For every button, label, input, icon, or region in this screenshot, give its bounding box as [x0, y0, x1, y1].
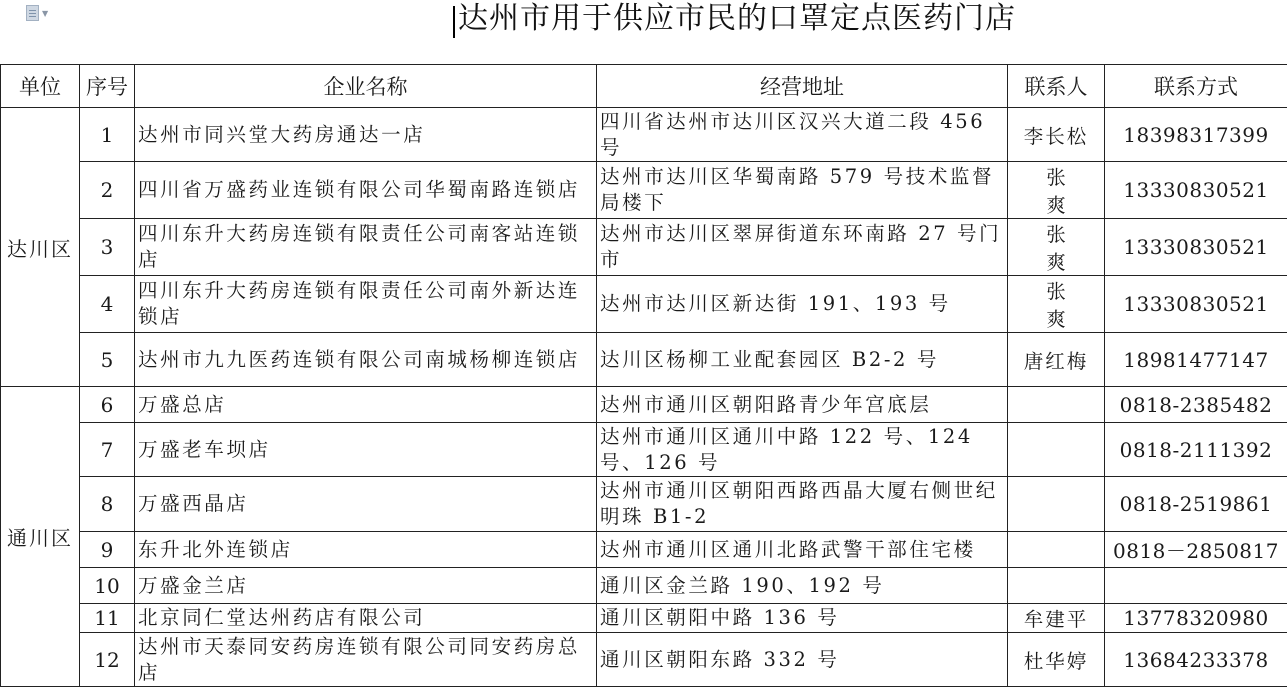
table-row — [1, 532, 1287, 568]
header-phone: 联系方式 — [1105, 65, 1287, 108]
unit-cell: 达川区 — [1, 108, 80, 387]
number-cell: 5 — [80, 333, 135, 387]
table-row — [1, 276, 1287, 333]
contact-cell: 李长松 — [1008, 108, 1105, 162]
phone-cell: 13684233378 — [1105, 633, 1287, 687]
address-cell: 通川区朝阳中路 136 号 — [597, 604, 1008, 633]
address-cell: 达州市通川区通川北路武警干部住宅楼 — [597, 532, 1008, 568]
address-cell: 通川区朝阳东路 332 号 — [597, 633, 1008, 687]
address-cell: 四川省达州市达川区汉兴大道二段 456 号 — [597, 108, 1008, 162]
document-icon[interactable] — [26, 4, 62, 22]
contact-cell: 张爽 — [1008, 162, 1105, 219]
phone-cell: 18981477147 — [1105, 333, 1287, 387]
phone-cell: 13330830521 — [1105, 276, 1287, 333]
phone-cell — [1105, 568, 1287, 604]
company-cell: 万盛总店 — [135, 387, 597, 423]
company-cell: 北京同仁堂达州药店有限公司 — [135, 604, 597, 633]
table-row — [1, 477, 1287, 532]
phone-cell: 0818－2850817 — [1105, 532, 1287, 568]
company-cell: 万盛老车坝店 — [135, 423, 597, 477]
header-address: 经营地址 — [597, 65, 1008, 108]
number-cell: 10 — [80, 568, 135, 604]
page-icon — [26, 5, 39, 21]
company-cell: 达州市同兴堂大药房通达一店 — [135, 108, 597, 162]
contact-cell: 牟建平 — [1008, 604, 1105, 633]
header-number: 序号 — [80, 65, 135, 108]
table-row — [1, 162, 1287, 219]
contact-cell — [1008, 423, 1105, 477]
company-cell: 四川省万盛药业连锁有限公司华蜀南路连锁店 — [135, 162, 597, 219]
number-cell: 7 — [80, 423, 135, 477]
table-row — [1, 333, 1287, 387]
table-row — [1, 604, 1287, 633]
phone-cell: 13330830521 — [1105, 162, 1287, 219]
company-cell: 四川东升大药房连锁有限责任公司南客站连锁店 — [135, 219, 597, 276]
contact-cell — [1008, 568, 1105, 604]
table-header-row — [1, 65, 1287, 108]
table-row — [1, 423, 1287, 477]
header-company: 企业名称 — [135, 65, 597, 108]
header-contact: 联系人 — [1008, 65, 1105, 108]
company-cell: 万盛金兰店 — [135, 568, 597, 604]
table-row — [1, 568, 1287, 604]
contact-cell — [1008, 532, 1105, 568]
address-cell: 达川区杨柳工业配套园区 B2-2 号 — [597, 333, 1008, 387]
number-cell: 9 — [80, 532, 135, 568]
number-cell: 11 — [80, 604, 135, 633]
table-row — [1, 387, 1287, 423]
table-row — [1, 108, 1287, 162]
address-cell: 达州市通川区朝阳路青少年宫底层 — [597, 387, 1008, 423]
address-cell: 达州市达川区华蜀南路 579 号技术监督局楼下 — [597, 162, 1008, 219]
phone-cell: 18398317399 — [1105, 108, 1287, 162]
text-cursor — [453, 6, 455, 38]
table-body — [1, 108, 1287, 687]
company-cell: 万盛西晶店 — [135, 477, 597, 532]
contact-cell: 张爽 — [1008, 219, 1105, 276]
company-cell: 达州市九九医药连锁有限公司南城杨柳连锁店 — [135, 333, 597, 387]
page-title: 达州市用于供应市民的口罩定点医药门店 — [458, 0, 1016, 38]
address-cell: 达州市通川区通川中路 122 号、124 号、126 号 — [597, 423, 1008, 477]
pharmacy-table — [0, 64, 1287, 687]
number-cell: 6 — [80, 387, 135, 423]
number-cell: 12 — [80, 633, 135, 687]
number-cell: 2 — [80, 162, 135, 219]
number-cell: 1 — [80, 108, 135, 162]
table-row — [1, 633, 1287, 687]
contact-cell: 唐红梅 — [1008, 333, 1105, 387]
number-cell: 4 — [80, 276, 135, 333]
phone-cell: 13778320980 — [1105, 604, 1287, 633]
contact-cell: 杜华婷 — [1008, 633, 1105, 687]
company-cell: 达州市天泰同安药房连锁有限公司同安药房总店 — [135, 633, 597, 687]
phone-cell: 0818-2519861 — [1105, 477, 1287, 532]
phone-cell: 13330830521 — [1105, 219, 1287, 276]
address-cell: 通川区金兰路 190、192 号 — [597, 568, 1008, 604]
address-cell: 达州市达川区翠屏街道东环南路 27 号门市 — [597, 219, 1008, 276]
contact-cell — [1008, 477, 1105, 532]
contact-cell: 张爽 — [1008, 276, 1105, 333]
number-cell: 3 — [80, 219, 135, 276]
phone-cell: 0818-2111392 — [1105, 423, 1287, 477]
unit-cell: 通川区 — [1, 387, 80, 687]
address-cell: 达州市通川区朝阳西路西晶大厦右侧世纪明珠 B1-2 — [597, 477, 1008, 532]
header-unit: 单位 — [1, 65, 80, 108]
table-row — [1, 219, 1287, 276]
phone-cell: 0818-2385482 — [1105, 387, 1287, 423]
contact-cell — [1008, 387, 1105, 423]
company-cell: 四川东升大药房连锁有限责任公司南外新达连锁店 — [135, 276, 597, 333]
company-cell: 东升北外连锁店 — [135, 532, 597, 568]
address-cell: 达州市达川区新达街 191、193 号 — [597, 276, 1008, 333]
number-cell: 8 — [80, 477, 135, 532]
chevron-down-icon[interactable]: ▼ — [42, 9, 48, 18]
